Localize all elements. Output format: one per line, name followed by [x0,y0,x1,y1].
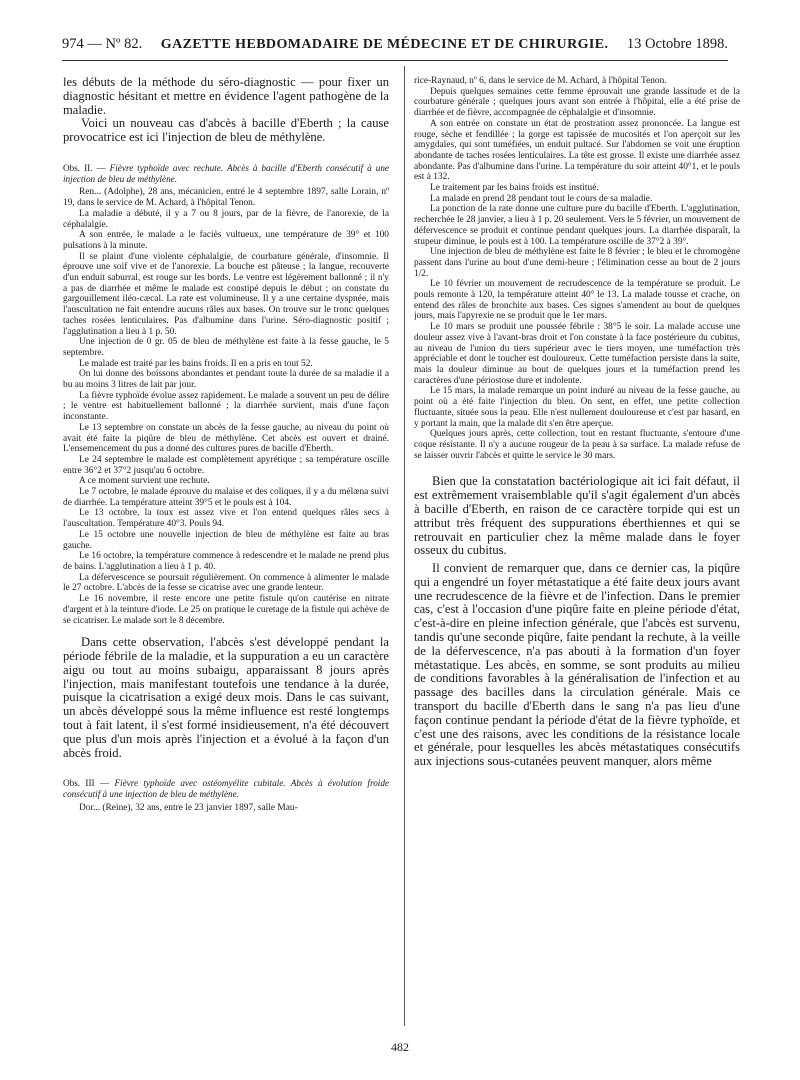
discussion-paragraph: Il convient de remarquer que, dans ce dernier cas, la piqûre qui a engendré un foyer métastatique a été faite deux jours avant une recrudescence de la fièvre et de l'infection. Dans le premier cas, c'est à l'occasion d'une piqûre faite en pleine période d'état, c'est-à-dire en pleine infection générale, que l'abcès est survenu, tandis qu'une seconde piqûre, faite pendant la rechute, à la veille de la défervescence, n'a pas abouti à la formation d'un foyer métastatique. Les abcès, en somme, se sont produits au milieu de conditions favorables à la généralisation de l'infection et au passage des bacilles dans la circulation générale. Mais ce transport du bacille d'Eberth dans le sang n'a pas lieu d'une façon continue pendant la période d'état de la fièvre typhoïde, et c'est une des raisons, avec les conditions de la résistance locale et générale, pour lesquelles les abcès métastatiques consécutifs aux injections sous-cutanées peuvent manquer, alors même [414,561,740,769]
issue-date: 13 Octobre 1898. [626,36,728,52]
intro-paragraph-2: Voici un nouveau cas d'abcès à bacille d'Eberth ; la cause provocatrice est ici l'injection de bleu de méthylène. [63,116,389,145]
observation-title: Fièvre typhoïde avec rechute. Abcès à bacille d'Eberth consécutif à une injection de bleu de méthylène. [63,162,389,184]
case-paragraph: Une injection de 0 gr. 05 de bleu de méthylène est faite à la fesse gauche, le 5 septembre. [63,337,389,358]
right-column [414,76,740,1026]
column-divider [404,66,405,1026]
case-paragraph: La ponction de la rate donne une culture pure du bacille d'Eberth. L'agglutination, recherchée le 28 janvier, a lieu à 1 p. 20 seulement. Vers le 5 février, un mouvement de défervescence se produit et continue pendant quelques jours. La diarrhée disparaît, la stupeur diminue, le pouls est à 100. La température oscille de 37°2 à 39°. [414,204,740,247]
case-paragraph: La malade en prend 28 pendant tout le cours de sa maladie. [430,193,653,204]
case-paragraph: Le 16 octobre, la température commence à redescendre et le malade ne prend plus de bains. L'agglutination a lieu à 1 p. 40. [63,551,389,572]
discussion-paragraph: Dans cette observation, l'abcès s'est développé pendant la période fébrile de la maladie, et la suppuration a eu un caractère aigu ou tout au moins subaigu, apparaissant 8 jours après l'injection, mais manifestant toutefois une tendance à la durée, puisque la cicatrisation a exigé deux mois. Dans le cas suivant, un abcès développé sous la même influence est resté longtemps tout à fait latent, il s'est formé insidieusement, n'a été découvert que plus d'un mois après l'injection et a évolué à la façon d'un abcès froid. [63,635,389,760]
page-number-header: 974 — Nº 82. [62,36,143,52]
case-paragraph: A son entrée on constate un état de prostration assez prononcée. La langue est rouge, sèche et fendillée ; la gorge est tapissée de mucosités et l'on aperçoit sur les amygdales, qui sont tuméfiées, un enduit pultacé. Sur l'abdomen se voit une éruption abondante de taches rosées lenticulaires. La tête est grosse. Il existe une diarrhée assez abondante. Pas d'albumine dans l'urine. La température du soir atteint 40°1, et le pouls est à 132. [414,118,740,183]
running-header [62,36,728,62]
observation-2-heading [63,163,389,184]
case-paragraph: Le 15 mars, la malade remarque un point induré au niveau de la fesse gauche, au point où a été faite l'injection du bleu. On sent, en effet, une petite collection fluctuante, située sous la peau. Elle n'est nullement douloureuse et c'est par hasard, en y portant la main, que la malade dit s'en être aperçue. [414,386,740,429]
left-column [63,76,389,1026]
case-paragraph: La fièvre typhoïde évolue assez rapidement. Le malade a souvent un peu de délire ; le ventre est habituellement ballonné ; la diarrhée survient, mais d'une façon inconstante. [63,390,389,423]
intro-paragraph: les débuts de la méthode du séro-diagnostic — pour fixer un diagnostic hésitant et mettre en évidence l'agent pathogène de la maladie. [63,76,389,117]
case-paragraph: Le 13 octobre, la toux est assez vive et l'on entend quelques râles secs à l'auscultation. Température 40°3. Pouls 94. [63,508,389,530]
page-footer-number: 482 [391,1040,409,1054]
observation-title: Fièvre typhoïde avec ostéomyélite cubitale. Abcès à évolution froide consécutif à une injection de bleu de méthylène. [63,778,389,800]
case-paragraph: Ren... (Adolphe), 28 ans, mécanicien, entré le 4 septembre 1897, salle Lorain, nº 19, dans le service de M. Achard, à l'hôpital Tenon. [63,187,389,209]
case-paragraph: Le 13 septembre on constate un abcès de la fesse gauche, au niveau du point où avait été faite la piqûre de bleu de méthylène. Cet abcès est ouvert et drainé. L'ensemencement du pus a donné des cultures pures de bacille d'Eberth. [63,422,389,455]
case-paragraph: Le 7 octobre, le malade éprouve du malaise et des coliques, il y a du mélæna suivi de diarrhée. La température atteint 39°5 et le pouls est à 104. [63,487,389,508]
case-paragraph: Une injection de bleu de méthylène est faite le 8 février ; le bleu et le chromogène passent dans l'urine au bout d'une demi-heure ; l'élimination cesse au bout de 2 jours 1/2. [414,247,740,279]
case-paragraph: Le 15 octobre une nouvelle injection de bleu de méthylène est faite au bras gauche. [63,529,389,551]
case-paragraph: On lui donne des boissons abondantes et pendant toute la durée de sa maladie il a bu au moins 3 litres de lait par jour. [63,369,389,391]
case-paragraph: Il se plaint d'une violente céphalalgie, de courbature générale, d'insomnie. Il éprouve une soif vive et de l'anorexie. La bouche est pâteuse ; la langue, recouverte d'un enduit saburral, est rouge sur les bords. Le ventre est légèrement ballonné ; il n'y a pas de diarrhée et même le malade est constipé depuis le début ; on constate du gargouillement iléo-cæcal. La rate est volumineuse. Il y a une certaine dyspnée, mais l'auscultation ne fait entendre aucuns râles aux bases. On trouve sur le tronc quelques taches rosées lenticulaires. Pas d'albumine dans l'urine. Séro-diagnostic positif ; l'agglutination a lieu à 1 p. 50. [63,251,389,337]
observation-label: Obs. II. — [63,162,106,173]
case-paragraph: Le malade est traité par les bains froids. Il en a pris en tout 52. [79,358,313,369]
case-paragraph: Le 10 mars se produit une poussée fébrile : 38°5 le soir. La malade accuse une douleur assez vive à l'avant-bras droit et l'on constate à la face postérieure du cubitus, au niveau de l'union du tiers supérieur avec le tiers moyen, une tuméfaction très appréciable et dont le toucher est douloureux. Cette tuméfaction persiste dans la suite, mais la douleur diminue au bout de quelques jours et la tuméfaction prend les caractères d'une périostose dure et indolente. [414,322,740,386]
case-paragraph: Le 24 septembre le malade est complètement apyrétique ; sa température oscille entre 36°2 et 37°2 jusqu'au 6 octobre. [63,454,389,476]
case-paragraph: La maladie a débuté, il y a 7 ou 8 jours, par de la fièvre, de l'anorexie, de la céphalalgie. [63,208,389,230]
case-paragraph: Le 16 novembre, il reste encore une petite fistule qu'on cautérise en nitrate d'argent et à la teinture d'iode. Le 25 on pratique le curetage de la fistule qui achève de se cicatriser. Le malade sort le 8 décembre. [63,594,389,626]
case-paragraph: A ce moment survient une rechute. [79,476,210,487]
case-paragraph: Quelques jours après, cette collection, tout en restant fluctuante, s'entoure d'une coque résistante. Il n'y a aucune rougeur de la peau à sa surface. La malade refuse de se laisser ouvrir l'abcès et quitte le service le 30 mars. [414,429,740,461]
case-paragraph: rice-Raynaud, nº 6, dans le service de M. Achard, à l'hôpital Tenon. [414,76,667,86]
case-paragraph: La défervescence se poursuit régulièrement. On commence à alimenter le malade le 27 octobre. L'abcès de la fesse se cicatrise avec une grande lenteur. [63,572,389,594]
case-paragraph: Depuis quelques semaines cette femme éprouvait une grande lassitude et de la courbature générale ; quelques jours avant son entrée à l'hôpital, elle a été prise de diarrhée et de fièvre, accompagnée de céphalalgie et d'insomnie. [414,86,740,119]
journal-title: GAZETTE HEBDOMADAIRE DE MÉDECINE ET DE CHIRURGIE. [160,37,609,52]
observation-3-heading [63,778,389,799]
case-paragraph: A son entrée, le malade a le faciès vultueux, une température de 39° et 100 pulsations à la minute. [63,230,389,251]
case-paragraph: Dor... (Reine), 32 ans, entre le 23 janvier 1897, salle Mau- [79,802,298,813]
discussion-paragraph: Bien que la constatation bactériologique ait ici fait défaut, il est extrêmement vraisemblable qu'il s'agit également d'un abcès à bacille d'Eberth, en raison de ce caractère torpide qui est un attribut très fréquent des suppurations éberthiennes et qui se retrouvait en particulier chez la même malade dans le foyer osseux du cubitus. [414,474,740,558]
case-paragraph: Le 10 février un mouvement de recrudescence de la température se produit. Le pouls remonte à 120, la température atteint 40° le 13. La malade tousse et crache, on entend des râles de bronchite aux bases. Ces signes s'amendent au bout de quelques jours, mais l'apyrexie ne se produit que le 1er mars. [414,279,740,322]
observation-label: Obs. III — [63,778,110,789]
header-rule [62,60,728,61]
case-paragraph: Le traitement par les bains froids est institué. [430,183,599,194]
